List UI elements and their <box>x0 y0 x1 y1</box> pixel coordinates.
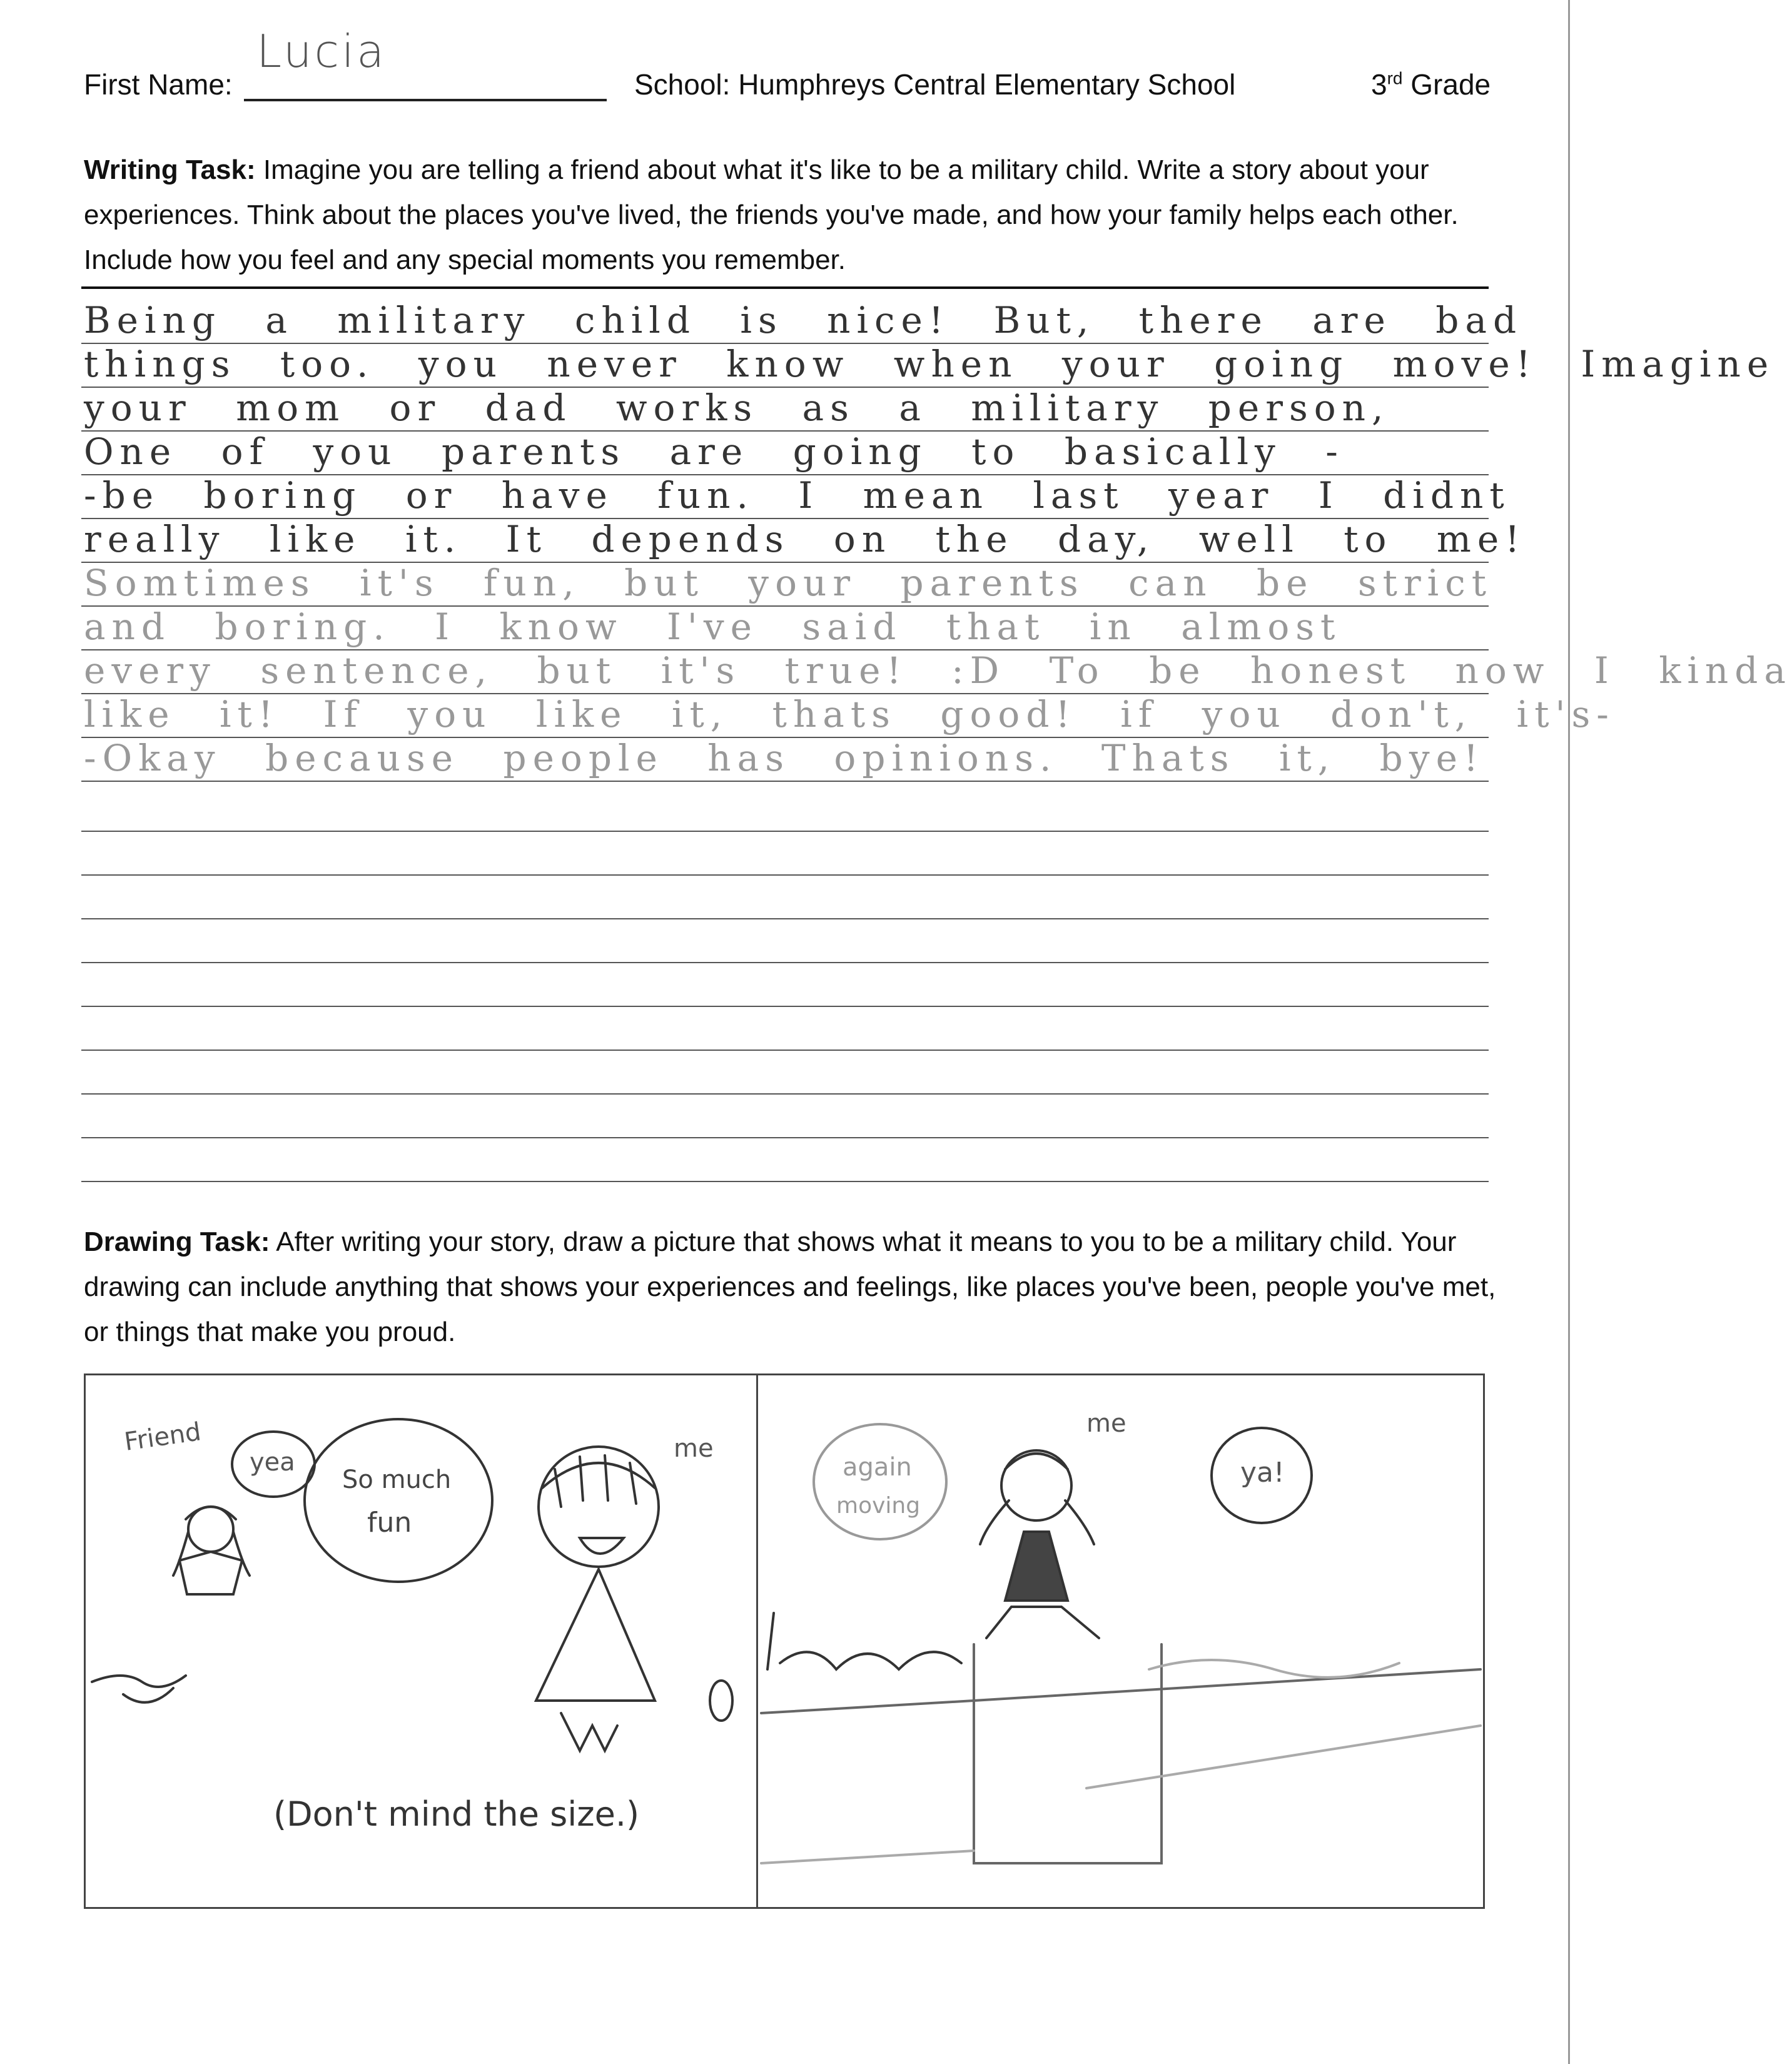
story-line: every sentence, but it's true! :D To be honest now I kinda <box>84 649 1792 692</box>
me-dress-left <box>536 1569 655 1701</box>
grade-suffix: rd <box>1387 68 1403 88</box>
label-again: again <box>843 1453 912 1482</box>
ground-line-left <box>92 1676 186 1702</box>
writing-rule <box>81 1006 1489 1007</box>
writing-task <box>84 148 1504 283</box>
me-smile-left <box>580 1538 624 1554</box>
writing-task-text: Imagine you are telling a friend about what it's like to be a military child. Write a story about your experiences. Think about the places you've lived, the friends you've made, and how your family helps each other. Include how you feel and any special moments you remember. <box>84 154 1459 275</box>
story-line: One of you parents are going to basically - <box>84 430 1344 473</box>
story-line: your mom or dad works as a military person, <box>84 387 1390 429</box>
drawing-caption: (Don't mind the size.) <box>273 1794 640 1834</box>
me-hair-left <box>542 1455 655 1507</box>
drawing-task-label: Drawing Task: <box>84 1227 270 1257</box>
story-line: things too. you never know when your going move! Imagine <box>84 343 1775 385</box>
grade-ordinal: 3 <box>1371 68 1387 101</box>
label-moving: moving <box>836 1493 921 1519</box>
writing-rule <box>81 874 1489 876</box>
label-right-bubble: ya! <box>1240 1457 1285 1489</box>
writing-rule <box>81 781 1489 782</box>
first-name-value: Lucia <box>256 25 387 78</box>
grade-label <box>1371 68 1491 101</box>
writing-task-label: Writing Task: <box>84 154 256 185</box>
me-head-right <box>1001 1450 1071 1520</box>
drawing-task <box>84 1220 1504 1355</box>
first-name-line <box>244 99 607 101</box>
writing-rule-top <box>81 286 1489 289</box>
writing-rule <box>81 1093 1489 1095</box>
label-me-left: me <box>674 1434 714 1463</box>
waves <box>767 1613 961 1669</box>
writing-rule <box>81 1050 1489 1051</box>
story-line: -Okay because people has opinions. Thats it, bye! <box>84 737 1485 779</box>
first-name-label: First Name: <box>84 68 233 101</box>
fun-bubble <box>305 1419 492 1582</box>
horizon <box>761 1669 1481 1713</box>
island <box>986 1607 1099 1638</box>
story-line: -be boring or have fun. I mean last year I didnt <box>84 474 1511 517</box>
island-block <box>974 1644 1162 1863</box>
label-me-right: me <box>1086 1409 1126 1438</box>
page-edge <box>1568 0 1570 2064</box>
story-line: Somtimes it's fun, but your parents can be strict <box>84 562 1493 604</box>
child-drawing <box>86 1375 1483 1907</box>
story-line: Being a military child is nice! But, there are bad <box>84 299 1523 341</box>
friend-hair <box>173 1507 250 1576</box>
again-bubble <box>814 1424 946 1539</box>
drawing-box <box>84 1373 1485 1909</box>
school-name: School: Humphreys Central Elementary School <box>634 68 1236 101</box>
writing-rule <box>81 1181 1489 1182</box>
label-yeah: yea <box>250 1448 295 1477</box>
grade-word: Grade <box>1410 68 1491 101</box>
label-friend: Friend <box>122 1417 203 1457</box>
story-line: like it! If you like it, thats good! if you don't, it's- <box>84 693 1615 736</box>
writing-rule <box>81 962 1489 963</box>
me-head-left <box>539 1447 659 1567</box>
writing-rule <box>81 918 1489 919</box>
friend-body <box>180 1552 242 1594</box>
story-line: and boring. I know I've said that in almost <box>84 605 1342 648</box>
drawing-task-text: After writing your story, draw a picture that shows what it means to you to be a military child. Your drawing can include anything that shows your experiences and feelings, like places you've been, people you've met, or things that make you proud. <box>84 1227 1496 1347</box>
small-oval <box>710 1681 732 1721</box>
friend-head <box>188 1507 233 1552</box>
story-line: really like it. It depends on the day, well to me! <box>84 518 1526 560</box>
me-legs-left <box>561 1713 617 1751</box>
label-so-much: So much <box>342 1465 452 1494</box>
me-dress-right <box>1005 1532 1068 1601</box>
writing-rule <box>81 831 1489 832</box>
writing-rule <box>81 1137 1489 1138</box>
label-fun: fun <box>367 1507 412 1539</box>
